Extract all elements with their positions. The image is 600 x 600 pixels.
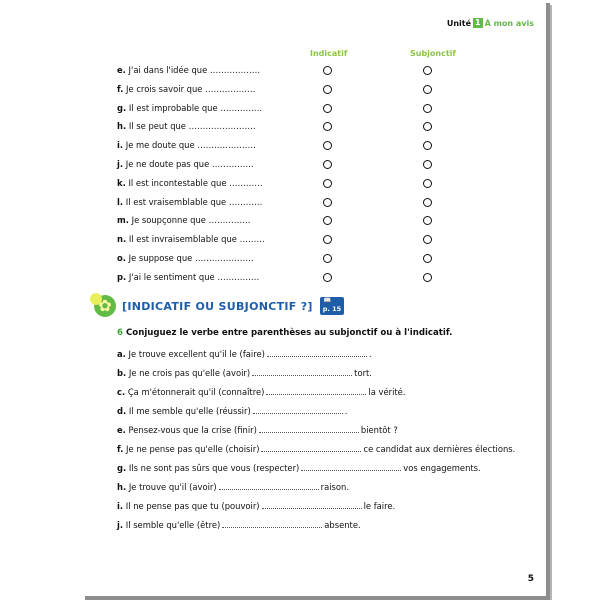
item-text: Il est invraisemblable que — [128, 234, 237, 245]
sentence-ending: . — [368, 349, 372, 359]
radio-indicatif[interactable] — [323, 85, 332, 94]
item-letter: l. — [117, 196, 124, 207]
answer-blank[interactable] — [253, 405, 343, 414]
radio-indicatif[interactable] — [323, 160, 332, 169]
sentence-prompt: Ça m'étonnerait qu'il (connaître) — [127, 387, 265, 397]
exercise-instruction — [117, 328, 452, 338]
item-letter: m. — [117, 215, 129, 226]
item-letter: k. — [117, 177, 126, 188]
column-header-subjonctif: Subjonctif — [410, 49, 456, 58]
item-letter: p. — [117, 271, 127, 282]
radio-indicatif[interactable] — [323, 235, 332, 244]
radio-subjonctif[interactable] — [423, 273, 432, 282]
radio-item — [117, 197, 262, 211]
item-text: Je suppose que — [128, 253, 193, 263]
unit-label: Unité — [446, 18, 472, 28]
sentence-letter: g. — [117, 463, 127, 473]
item-text: Il est incontestable que — [128, 177, 227, 188]
radio-subjonctif[interactable] — [423, 235, 432, 244]
answer-blank[interactable] — [222, 519, 322, 528]
sentence-letter: e. — [117, 425, 126, 435]
sentence-prompt: Je ne pense pas qu'elle (choisir) — [126, 444, 260, 454]
book-icon: 📖 — [323, 297, 332, 304]
sentence-ending: vos engagements. — [403, 463, 481, 473]
radio-item — [117, 159, 254, 173]
instruction-text: Conjuguez le verbe entre parenthèses au subjonctif ou à l'indicatif. — [125, 328, 453, 338]
radio-item — [117, 253, 254, 267]
item-text: Je ne doute pas que — [125, 159, 210, 169]
item-dots: …………………… — [188, 121, 256, 132]
page-reference: p. 15 — [322, 305, 342, 313]
radio-subjonctif[interactable] — [423, 104, 432, 113]
item-text: Je crois savoir que — [126, 83, 203, 94]
radio-indicatif[interactable] — [323, 198, 332, 207]
sentence-item — [117, 367, 372, 378]
answer-blank[interactable] — [261, 443, 361, 452]
radio-item — [117, 121, 256, 135]
sentence-ending: absente. — [324, 520, 361, 530]
item-text: Il se peut que — [128, 121, 186, 132]
radio-item — [117, 103, 262, 117]
sentence-item — [117, 519, 361, 530]
item-dots: ……………… — [205, 83, 256, 94]
sentence-prompt: Il semble qu'elle (être) — [125, 520, 221, 530]
radio-item — [117, 272, 259, 286]
item-dots: ………… — [228, 196, 263, 207]
flower-icon: ✿ — [94, 295, 116, 317]
answer-blank[interactable] — [219, 481, 319, 490]
item-letter: h. — [117, 121, 127, 132]
sentence-letter: f. — [117, 444, 124, 454]
radio-subjonctif[interactable] — [423, 141, 432, 150]
radio-item — [117, 234, 265, 248]
item-letter: f. — [117, 83, 124, 94]
item-dots: ………………… — [194, 253, 254, 263]
radio-subjonctif[interactable] — [423, 66, 432, 75]
item-text: J'ai dans l'idée que — [128, 65, 208, 75]
sentence-letter: d. — [117, 406, 127, 416]
sentence-ending: ce candidat aux dernières élections. — [363, 444, 516, 454]
radio-item — [117, 65, 260, 79]
sentence-prompt: Je trouve excellent qu'il le (faire) — [128, 349, 265, 359]
item-letter: e. — [117, 65, 126, 75]
answer-blank[interactable] — [259, 424, 359, 433]
page-reference-badge — [320, 297, 344, 315]
sentence-letter: b. — [117, 368, 127, 378]
sentence-item — [117, 443, 515, 454]
answer-blank[interactable] — [252, 367, 352, 376]
radio-indicatif[interactable] — [323, 66, 332, 75]
radio-item — [117, 178, 263, 192]
radio-item — [117, 140, 256, 154]
item-text: Je me doute que — [125, 140, 195, 151]
item-letter: g. — [117, 102, 127, 113]
sentence-letter: a. — [117, 349, 126, 359]
radio-subjonctif[interactable] — [423, 179, 432, 188]
sentence-prompt: Je trouve qu'il (avoir) — [128, 482, 217, 492]
sentence-prompt: Pensez-vous que la crise (finir) — [128, 425, 257, 435]
sentence-letter: j. — [117, 520, 124, 530]
sentence-ending: . — [344, 406, 348, 416]
unit-title: À mon avis — [484, 18, 534, 28]
sentence-ending: raison. — [320, 482, 349, 492]
item-dots: ……………… — [209, 65, 261, 75]
item-text: Il est improbable que — [128, 102, 218, 113]
sentence-letter: i. — [117, 501, 124, 511]
item-dots: ………………… — [197, 140, 256, 151]
sentence-item — [117, 386, 406, 397]
sentence-item — [117, 424, 398, 435]
sentence-item — [117, 348, 372, 359]
unit-header — [447, 18, 534, 28]
item-text: J'ai le sentiment que — [128, 271, 215, 282]
radio-item — [117, 215, 250, 229]
sentence-ending: tort. — [354, 368, 372, 378]
radio-subjonctif[interactable] — [423, 198, 432, 207]
radio-indicatif[interactable] — [323, 179, 332, 188]
unit-number: 1 — [475, 18, 481, 27]
item-letter: j. — [117, 159, 124, 169]
radio-item — [117, 84, 255, 98]
sentence-ending: la vérité. — [368, 387, 406, 397]
answer-blank[interactable] — [301, 462, 401, 471]
column-header-indicatif: Indicatif — [310, 49, 348, 58]
sentence-ending: le faire. — [363, 501, 396, 511]
page-number: 5 — [527, 574, 534, 584]
item-dots: …………… — [217, 271, 260, 282]
item-dots: …………… — [211, 159, 254, 169]
sentence-ending: bientôt ? — [360, 425, 398, 435]
radio-subjonctif[interactable] — [423, 254, 432, 263]
radio-indicatif[interactable] — [323, 122, 332, 131]
radio-indicatif[interactable] — [323, 141, 332, 150]
item-letter: o. — [117, 253, 126, 263]
item-dots: ……… — [239, 234, 265, 245]
sentence-letter: h. — [117, 482, 127, 492]
radio-indicatif[interactable] — [323, 104, 332, 113]
sentence-item — [117, 481, 349, 492]
sentence-letter: c. — [117, 387, 126, 397]
radio-subjonctif[interactable] — [423, 216, 432, 225]
sentence-prompt: Je ne crois pas qu'elle (avoir) — [128, 368, 251, 378]
sentence-prompt: Il ne pense pas que tu (pouvoir) — [125, 501, 260, 511]
item-dots: …………… — [220, 102, 263, 113]
item-dots: …………… — [208, 215, 251, 226]
radio-subjonctif[interactable] — [423, 122, 432, 131]
exercise-number: 6 — [117, 328, 123, 338]
radio-subjonctif[interactable] — [423, 160, 432, 169]
sentence-prompt: Ils ne sont pas sûrs que vous (respecter) — [128, 463, 300, 473]
answer-blank[interactable] — [267, 348, 367, 357]
answer-blank[interactable] — [266, 386, 366, 395]
radio-subjonctif[interactable] — [423, 85, 432, 94]
sentence-prompt: Il me semble qu'elle (réussir) — [128, 406, 251, 416]
sentence-item — [117, 462, 481, 473]
item-dots: ………… — [229, 177, 263, 188]
item-letter: i. — [117, 140, 124, 151]
radio-indicatif[interactable] — [323, 273, 332, 282]
section-banner — [94, 295, 344, 317]
item-text: Je soupçonne que — [131, 215, 206, 226]
item-letter: n. — [117, 234, 127, 245]
sentence-item — [117, 500, 395, 511]
radio-indicatif[interactable] — [323, 254, 332, 263]
sentence-item — [117, 405, 347, 416]
workbook-page — [85, 3, 550, 600]
answer-blank[interactable] — [262, 500, 362, 509]
item-text: Il est vraisemblable que — [125, 196, 227, 207]
section-title: [INDICATIF OU SUBJONCTIF ?] — [122, 299, 313, 313]
radio-indicatif[interactable] — [323, 216, 332, 225]
